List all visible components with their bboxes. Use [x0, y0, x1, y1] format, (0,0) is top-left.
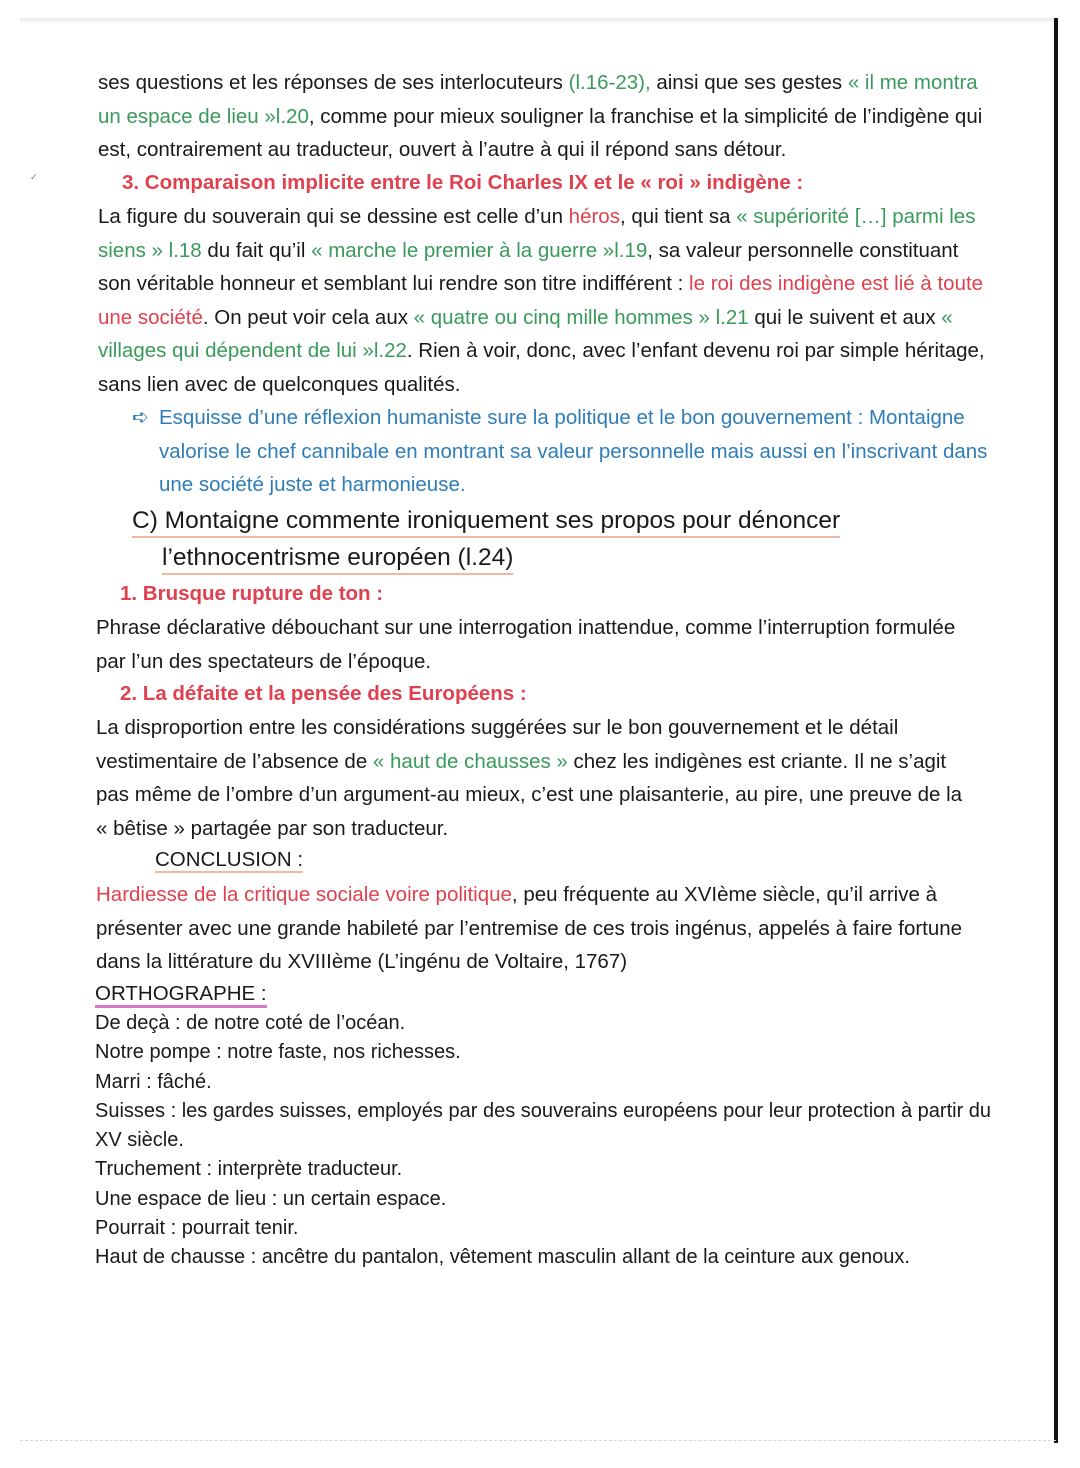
- text-run: . On peut voir cela aux: [202, 305, 414, 329]
- conclusion-title: CONCLUSION :: [155, 848, 304, 871]
- text-run: « haut de chausses »: [372, 749, 568, 773]
- paragraph-king: [98, 200, 988, 401]
- glossary-line: Pourrait : pourrait tenir.: [95, 1217, 299, 1240]
- glossary-line: Marri : fâché.: [95, 1070, 212, 1093]
- paragraph-text: [98, 66, 988, 167]
- text-run: « supériorité […] parmi les siens » l.18: [98, 205, 976, 262]
- text-run: « il me montra un espace de lieu »l.20: [98, 71, 978, 128]
- heading-comparison: 3. Comparaison implicite entre le Roi Charles IX et le « roi » indigène :: [122, 171, 804, 194]
- text-run: héros: [568, 205, 620, 228]
- text-run: , sa valeur personnelle constituant son véritable honneur et semblant lui rendre son titre indifférent :: [98, 238, 959, 295]
- arrow-right-icon: ➪: [132, 406, 150, 429]
- text-run: , qui tient sa: [619, 205, 737, 228]
- text-run: qui le suivent et aux: [748, 305, 942, 329]
- glossary-line: Truchement : interprète traducteur.: [95, 1158, 403, 1181]
- orthographe-title: ORTHOGRAPHE :: [95, 977, 395, 1011]
- heading-defaite: 2. La défaite et la pensée des Européens :: [120, 682, 527, 705]
- arrow-note: [132, 401, 1002, 502]
- glossary-line: Notre pompe : notre faste, nos richesses.: [95, 1041, 461, 1064]
- orthographe-list: [95, 1009, 995, 1273]
- text-run: . Rien à voir, donc, avec l’enfant devenu roi par simple héritage, sans lien avec de quelconques qualités.: [98, 339, 985, 396]
- margin-mark: ✓: [30, 172, 38, 182]
- paragraph-text: Phrase déclarative débouchant sur une interrogation inattendue, comme l’interruption formulée par l’un des spectateurs de l’époque.: [96, 616, 956, 673]
- paragraph-text: [96, 878, 986, 979]
- text-run: (l.16-23),: [568, 71, 651, 94]
- glossary-line: Une espace de lieu : un certain espace.: [95, 1187, 447, 1210]
- page-top-edge: [20, 18, 1058, 24]
- heading-rupture: 1. Brusque rupture de ton :: [120, 582, 384, 605]
- section-c-line2: l’ethnocentrisme européen (l.24): [162, 539, 892, 576]
- glossary-line: Suisses : les gardes suisses, employés par des souverains européens pour leur protection à partir du XV siècle.: [95, 1099, 992, 1152]
- text-run: « villages qui dépendent de lui »l.22: [98, 305, 953, 362]
- arrow-note-text: Esquisse d’une réflexion humaniste sure la politique et le bon gouvernement : Montaigne valorise le chef cannibale en montrant sa valeur personnelle mais aussi en l’inscrivant dans une société juste et harmonieuse.: [159, 406, 988, 496]
- paragraph-text: [98, 200, 988, 401]
- text-run: , peu fréquente au XVIème siècle, qu’il arrive à présenter avec une grande habileté par l’entremise de ces trois ingénus, appelés à faire fortune dans la littérature du XVIIIème (L’ingénu de Voltaire, 1767): [96, 883, 963, 973]
- text-run: Hardiesse de la critique sociale voire politique: [96, 883, 512, 906]
- text-run: La disproportion entre les considérations suggérées sur le bon gouvernement et le détail vestimentaire de l’absence de: [96, 716, 899, 773]
- section-c-title: [132, 502, 892, 576]
- page-bottom-edge: [20, 1440, 1056, 1443]
- paragraph-intro: [98, 66, 988, 167]
- text-run: le roi des indigène est lié à toute une société: [98, 272, 984, 329]
- glossary-line: Haut de chausse : ancêtre du pantalon, vêtement masculin allant de la ceinture aux genoux.: [95, 1246, 910, 1269]
- text-run: ainsi que ses gestes: [650, 71, 848, 94]
- glossary-line: De deçà : de notre coté de l’océan.: [95, 1012, 406, 1034]
- text-run: du fait qu’il: [201, 238, 312, 262]
- page-right-edge: [1054, 18, 1058, 1443]
- text-run: , comme pour mieux souligner la franchise et la simplicité de l’indigène qui est, contrairement au traducteur, ouvert à l’autre à qui il répond sans détour.: [98, 104, 983, 161]
- section-c-line1: C) Montaigne commente ironiquement ses propos pour dénoncer: [132, 502, 892, 539]
- paragraph-rupture: [96, 611, 976, 678]
- text-run: « marche le premier à la guerre »l.19: [311, 238, 648, 262]
- paragraph-conclusion: [96, 878, 986, 979]
- paragraph-text: [96, 711, 976, 845]
- text-run: La figure du souverain qui se dessine est celle d’un: [98, 205, 569, 228]
- text-run: chez les indigènes est criante. Il ne s’agit pas même de l’ombre d’un argument-au mieux, c’est une plaisanterie, au pire, une preuve de la « bêtise » partagée par son traducteur.: [96, 749, 963, 840]
- text-run: « quatre ou cinq mille hommes » l.21: [413, 305, 749, 329]
- text-run: ses questions et les réponses de ses interlocuteurs: [98, 71, 569, 94]
- paragraph-defaite: [96, 711, 976, 845]
